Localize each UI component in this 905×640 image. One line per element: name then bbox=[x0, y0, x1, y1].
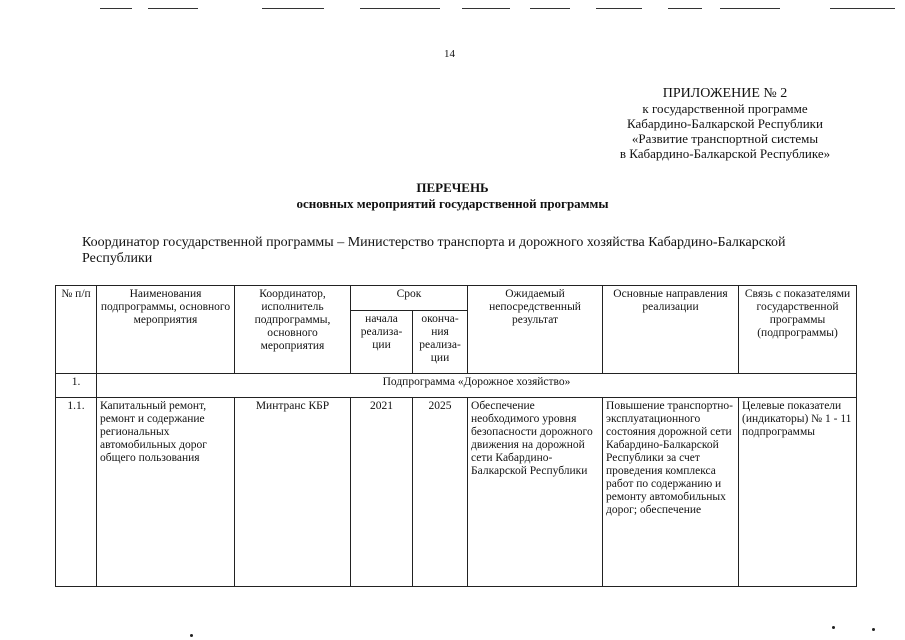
header-start: начала реализа-ции bbox=[351, 311, 413, 374]
top-edge-line bbox=[360, 8, 440, 9]
subprogram-title: Подпрограмма «Дорожное хозяйство» bbox=[97, 374, 857, 398]
top-edge-line bbox=[668, 8, 702, 9]
document-title bbox=[0, 180, 905, 212]
appendix-line: Кабардино-Балкарской Республики bbox=[627, 116, 823, 131]
row-end: 2025 bbox=[413, 398, 468, 587]
header-name: Наименования подпрограммы, основного мероприятия bbox=[97, 286, 235, 374]
header-end: оконча-ния реализа-ции bbox=[413, 311, 468, 374]
appendix-line: к государственной программе bbox=[642, 101, 808, 116]
scan-speck bbox=[872, 628, 875, 631]
row-result: Обеспечение необходимого уровня безопасности дорожного движения на дорожной сети Кабардино-Балкарской Республики bbox=[468, 398, 603, 587]
top-edge-line bbox=[596, 8, 642, 9]
row-number: 1.1. bbox=[56, 398, 97, 587]
title-line-2: основных мероприятий государственной программы bbox=[296, 196, 609, 211]
subprogram-number: 1. bbox=[56, 374, 97, 398]
top-edge-line bbox=[720, 8, 780, 9]
appendix-block bbox=[605, 86, 845, 161]
subprogram-row bbox=[56, 374, 857, 398]
header-link: Связь с показателями государственной программы (подпрограммы) bbox=[739, 286, 857, 374]
table-row bbox=[56, 398, 857, 587]
program-coordinator: Координатор государственной программы – Министерство транспорта и дорожного хозяйства Кабардино-Балкарской Республики bbox=[82, 235, 786, 266]
top-edge-line bbox=[262, 8, 324, 9]
top-edge-line bbox=[100, 8, 132, 9]
header-number: № п/п bbox=[56, 286, 97, 374]
row-start: 2021 bbox=[351, 398, 413, 587]
top-edge-line bbox=[462, 8, 510, 9]
appendix-line: в Кабардино-Балкарской Республике» bbox=[619, 146, 831, 161]
top-edge-line bbox=[830, 8, 895, 9]
row-link: Целевые показатели (индикаторы) № 1 - 11 подпрограммы bbox=[739, 398, 857, 587]
header-term: Срок bbox=[351, 286, 468, 311]
activities-table bbox=[55, 285, 857, 587]
top-edge-line bbox=[530, 8, 570, 9]
scan-speck bbox=[190, 634, 193, 637]
header-directions: Основные направления реализации bbox=[603, 286, 739, 374]
row-coordinator: Минтранс КБР bbox=[235, 398, 351, 587]
scan-speck bbox=[832, 626, 835, 629]
table-header-row bbox=[56, 286, 857, 311]
row-name: Капитальный ремонт, ремонт и содержание региональных автомобильных дорог общего пользования bbox=[97, 398, 235, 587]
row-directions: Повышение транспортно-эксплуатационного состояния дорожной сети Кабардино-Балкарской Республики за счет проведения комплекса работ по содержанию и ремонту автомобильных дорог; обеспечение bbox=[603, 398, 739, 587]
title-line-1: ПЕРЕЧЕНЬ bbox=[416, 180, 489, 195]
appendix-line: «Развитие транспортной системы bbox=[631, 131, 819, 146]
page-number: 14 bbox=[444, 48, 455, 60]
appendix-heading: ПРИЛОЖЕНИЕ № 2 bbox=[662, 86, 788, 101]
header-result: Ожидаемый непосредственный результат bbox=[468, 286, 603, 374]
top-edge-line bbox=[148, 8, 198, 9]
header-coordinator: Координатор, исполнитель подпрограммы, основного мероприятия bbox=[235, 286, 351, 374]
